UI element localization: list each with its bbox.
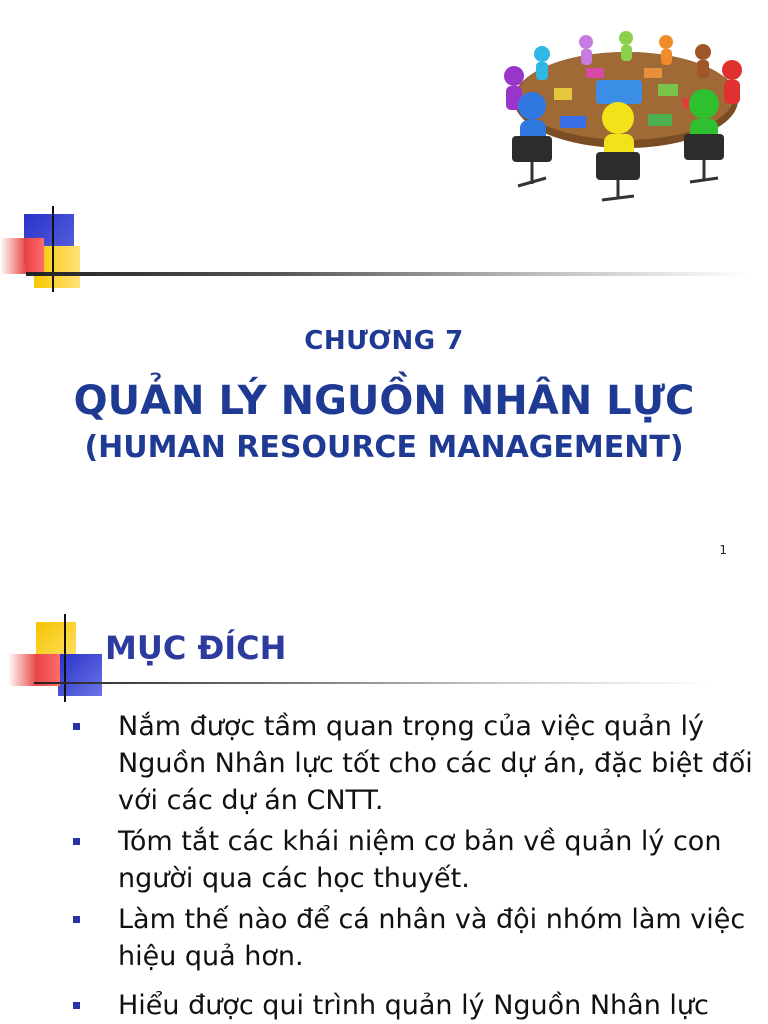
slide-subtitle: (HUMAN RESOURCE MANAGEMENT) bbox=[84, 430, 684, 465]
bullet-line: Tóm tắt các khái niệm cơ bản về quản lý con bbox=[118, 826, 722, 857]
bullet-square-icon bbox=[73, 916, 80, 923]
page-number: 1 bbox=[719, 543, 727, 557]
bullet-square-icon bbox=[73, 838, 80, 845]
slide-2 bbox=[0, 590, 768, 1024]
list-item bbox=[60, 901, 760, 975]
team-meeting-icon bbox=[498, 28, 750, 206]
bullet-line: Nắm được tầm quan trọng của việc quản lý bbox=[118, 711, 704, 742]
bullet-line: Làm thế nào để cá nhân và đội nhóm làm việc bbox=[118, 904, 746, 935]
bullet-line: hiệu quả hơn. bbox=[118, 941, 304, 972]
bullet-line: Nguồn Nhân lực tốt cho các dự án, đặc biệt đối bbox=[118, 748, 753, 779]
list-item bbox=[60, 823, 760, 897]
section-heading: MỤC ĐÍCH bbox=[105, 629, 287, 667]
red-square bbox=[0, 238, 44, 274]
vertical-rule bbox=[64, 614, 66, 702]
list-item bbox=[60, 708, 760, 819]
list-item bbox=[60, 987, 760, 1024]
horizontal-rule bbox=[26, 272, 748, 276]
horizontal-rule bbox=[34, 682, 714, 684]
slide-title: QUẢN LÝ NGUỒN NHÂN LỰC bbox=[73, 378, 695, 424]
bullet-line: Hiểu được qui trình quản lý Nguồn Nhân lực bbox=[118, 990, 709, 1021]
chapter-label: CHƯƠNG 7 bbox=[304, 326, 464, 356]
bullet-line: người qua các học thuyết. bbox=[118, 863, 470, 894]
vertical-rule bbox=[52, 206, 54, 292]
bullet-square-icon bbox=[73, 1002, 80, 1009]
objectives-list bbox=[60, 708, 760, 1024]
bullet-line: với các dự án CNTT. bbox=[118, 785, 384, 816]
bullet-square-icon bbox=[73, 723, 80, 730]
